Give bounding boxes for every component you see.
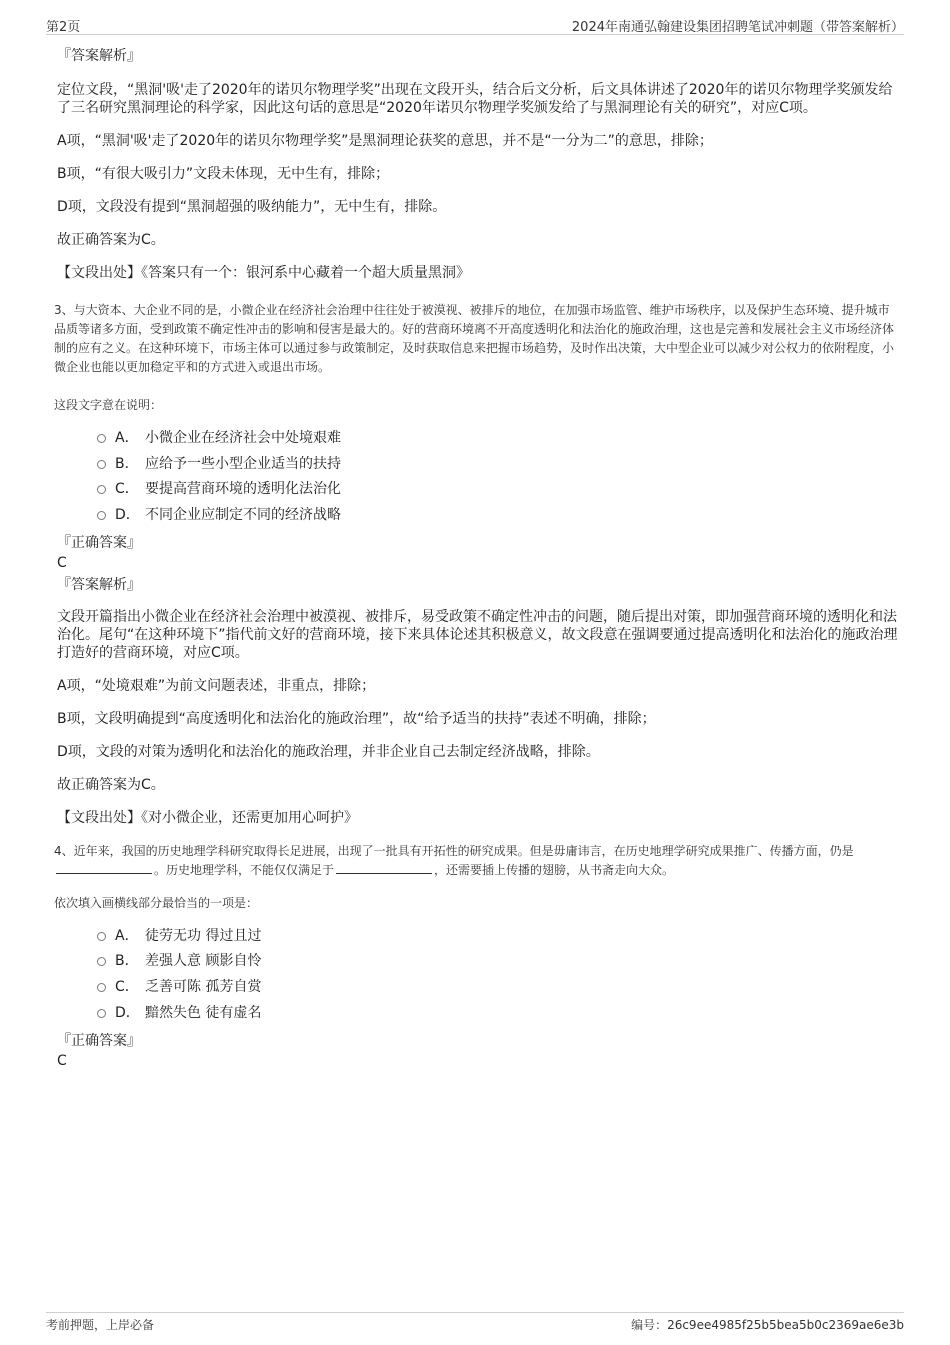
q2-source: 【文段出处】《答案只有一个：银河系中心藏着一个超大质量黑洞》 [57, 265, 470, 281]
option-letter: C． [115, 979, 139, 996]
option-text: 差强人意 顾影自怜 [145, 953, 262, 970]
q2-conclusion: 故正确答案为C。 [57, 232, 165, 248]
q3-option-c[interactable] [57, 479, 900, 505]
q3-source: 【文段出处】《对小微企业，还需更加用心呵护》 [57, 809, 358, 826]
radio-icon[interactable] [97, 1009, 106, 1018]
q4-answer: C [57, 1052, 67, 1069]
radio-icon[interactable] [97, 485, 106, 494]
q4-prompt: 依次填入画横线部分最恰当的一项是： [54, 895, 259, 910]
option-letter: B． [115, 455, 139, 472]
q3-answer-label: 『正确答案』 [57, 534, 141, 551]
q3-analysis-label: 『答案解析』 [57, 576, 141, 593]
radio-icon[interactable] [97, 957, 106, 966]
q3-prompt: 这段文字意在说明： [54, 398, 163, 412]
q4-text-part3: ，还需要插上传播的翅膀，从书斋走向大众。 [434, 862, 675, 877]
fill-blank [56, 861, 152, 874]
q4-text-part1: 4、近年来，我国的历史地理学科研究取得长足进展，出现了一批具有开拓性的研究成果。但是毋庸讳言，在历史地理学研究成果推广、传播方面，仍是 [54, 843, 854, 858]
q2-analysis-text: 定位文段，“黑洞'吸'走了2020年的诺贝尔物理学奖”出现在文段开头，结合后文分析，后文具体讲述了2020年的诺贝尔物理学奖颁发给了三名研究黑洞理论的科学家，因此这句话的意思是“2020年诺贝尔物理学奖颁发给了与黑洞理论有关的研究”，对应C项。 [57, 82, 893, 116]
q4-text-part2: 。历史地理学科，不能仅仅满足于 [154, 862, 335, 877]
page-header [46, 14, 904, 35]
q3-question-text: 3、与大资本、大企业不同的是，小微企业在经济社会治理中往往处于被漠视、被排斥的地位，在加强市场监管、维护市场秩序，以及保护生态环境、提升城市品质等诸多方面，受到政策不确定性冲击的影响和侵害是最大的。好的营商环境离不开高度透明化和法治化的施政治理，这也是完善和发展社会主义市场经济体制的应有之义。在这种环境下，市场主体可以通过参与政策制定，及时获取信息来把握市场趋势，及时作出决策，大中型企业可以减少对公权力的依附程度，小微企业也能以更加稳定平和的方式进入或退出市场。 [54, 303, 895, 374]
q3-options [57, 428, 900, 531]
option-text: 小微企业在经济社会中处境艰难 [145, 430, 341, 446]
q4-option-a[interactable] [57, 926, 900, 952]
q3-option-d-note: D项，文段的对策为透明化和法治化的施政治理，并非企业自己去制定经济战略，排除。 [57, 743, 600, 760]
radio-icon[interactable] [97, 932, 106, 941]
q3-option-b[interactable] [57, 454, 900, 480]
option-text: 黯然失色 徒有虚名 [145, 1004, 262, 1021]
q2-option-a-note: A项，“黑洞'吸'走了2020年的诺贝尔物理学奖”是黑洞理论获奖的意思，并不是“一分为二”的意思，排除； [57, 133, 713, 149]
q4-options [57, 926, 900, 1029]
option-text: 徒劳无功 得过且过 [145, 927, 262, 944]
q2-option-d-note: D项，文段没有提到“黑洞超强的吸纳能力”，无中生有，排除。 [57, 199, 447, 215]
q4-option-c[interactable] [57, 977, 900, 1003]
q3-answer: C [57, 554, 67, 571]
option-text: 不同企业应制定不同的经济战略 [145, 507, 341, 524]
fill-blank [336, 861, 432, 874]
radio-icon[interactable] [97, 511, 106, 520]
option-text: 乏善可陈 孤芳自赏 [145, 979, 262, 996]
q2-option-b-note: B项，“有很大吸引力”文段未体现，无中生有，排除； [57, 166, 390, 182]
option-letter: A． [115, 430, 139, 446]
document-id: 编号：26c9ee4985f25b5bea5b0c2369ae6e3b [631, 1318, 904, 1332]
page-number: 第2页 [46, 20, 81, 35]
q2-analysis-label: 『答案解析』 [57, 48, 141, 64]
q4-option-d[interactable] [57, 1003, 900, 1029]
q3-analysis-text: 文段开篇指出小微企业在经济社会治理中被漠视、被排斥，易受政策不确定性冲击的问题，随后提出对策，即加强营商环境的透明化和法治化。尾句“在这种环境下”指代前文好的营商环境，接下来具体论述其积极意义，故文段意在强调要通过提高透明化和法治化的施政治理打造好的营商环境，对应C项。 [57, 608, 898, 661]
q4-question-text [54, 842, 900, 880]
q3-option-b-note: B项，文段明确提到“高度透明化和法治化的施政治理”，故“给予适当的扶持”表述不明确，排除； [57, 710, 656, 727]
radio-icon[interactable] [97, 983, 106, 992]
option-letter: C． [115, 481, 139, 498]
option-text: 应给予一些小型企业适当的扶持 [145, 455, 341, 472]
q4-option-b[interactable] [57, 951, 900, 977]
q4-answer-label: 『正确答案』 [57, 1032, 141, 1049]
option-letter: A． [115, 927, 139, 944]
option-letter: D． [115, 507, 140, 524]
document-title: 2024年南通弘翰建设集团招聘笔试冲刺题（带答案解析） [571, 20, 904, 35]
footer-slogan: 考前押题，上岸必备 [46, 1318, 155, 1332]
q3-option-d[interactable] [57, 505, 900, 531]
page-footer [46, 1312, 904, 1335]
option-text: 要提高营商环境的透明化法治化 [145, 481, 341, 498]
radio-icon[interactable] [97, 434, 106, 443]
q3-option-a-note: A项，“处境艰难”为前文问题表述，非重点，排除； [57, 677, 376, 694]
document-body [54, 46, 900, 1071]
radio-icon[interactable] [97, 460, 106, 469]
q3-conclusion: 故正确答案为C。 [57, 776, 165, 793]
q3-option-a[interactable] [57, 428, 900, 454]
option-letter: B． [115, 953, 139, 970]
option-letter: D． [115, 1004, 140, 1021]
